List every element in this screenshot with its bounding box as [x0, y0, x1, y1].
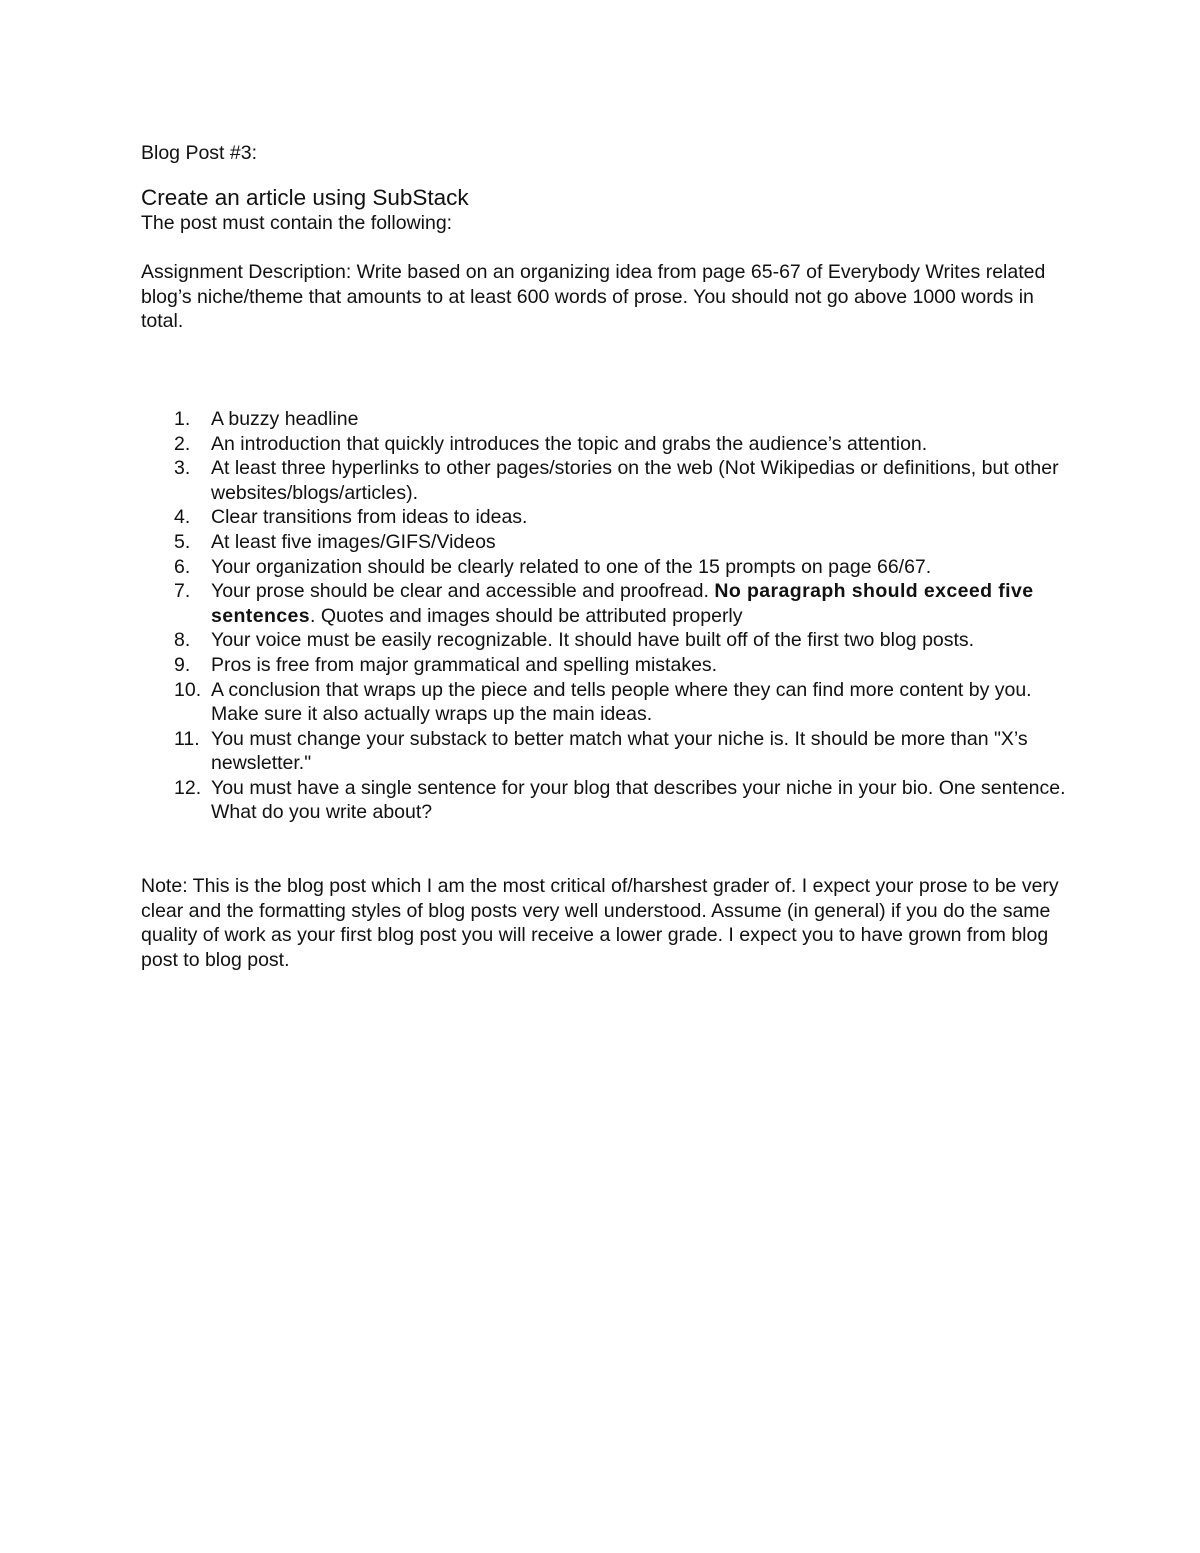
assignment-description: Assignment Description: Write based on an organizing idea from page 65-67 of Everybody Writes related blog’s niche/theme that amounts to at least 600 words of prose. You should not go above 1000 words in total.: [141, 261, 1046, 333]
requirement-text-after: . Quotes and images should be attributed properly: [310, 604, 743, 627]
document-subtitle: Create an article using SubStack: [141, 185, 469, 210]
requirement-text: Your organization should be clearly related to one of the 15 prompts on page 66/67.: [211, 555, 932, 578]
requirement-text: At least three hyperlinks to other pages/stories on the web (Not Wikipedias or definitions, but other websites/blogs/articles).: [211, 457, 1059, 504]
requirement-item: [141, 530, 1071, 555]
requirement-number: 8.: [174, 629, 191, 652]
requirement-text: Clear transitions from ideas to ideas.: [211, 506, 528, 529]
requirement-text: A buzzy headline: [211, 407, 359, 430]
requirement-number: 1.: [174, 407, 191, 430]
requirement-text: You must have a single sentence for your blog that describes your niche in your bio. One sentence. What do you write about?: [211, 776, 1066, 824]
requirement-number: 3.: [174, 457, 191, 480]
requirement-item: [141, 678, 1071, 727]
requirement-number: 9.: [174, 653, 191, 676]
requirement-number: 10.: [174, 678, 202, 701]
requirement-item: [141, 432, 1071, 457]
requirement-text: A conclusion that wraps up the piece and tells people where they can find more content by you. Make sure it also actually wraps up the main ideas.: [211, 678, 1032, 726]
requirement-item: [141, 456, 1071, 505]
requirement-number: 5.: [174, 530, 191, 553]
requirement-item: [141, 407, 1071, 432]
requirement-number: 6.: [174, 555, 191, 578]
closing-note: Note: This is the blog post which I am the most critical of/harshest grader of. I expect your prose to be very clear and the formatting styles of blog posts very well understood. Assume (in general) if you do the same quality of work as your first blog post you will receive a lower grade. I expect you to have grown from blog post to blog post.: [141, 875, 1059, 971]
requirement-item: [141, 727, 1071, 776]
requirement-item: [141, 776, 1071, 825]
requirement-item: [141, 628, 1071, 653]
requirement-text: At least five images/GIFS/Videos: [211, 530, 496, 553]
document-title: Blog Post #3:: [141, 142, 257, 164]
requirements-list: [141, 407, 1071, 825]
requirement-item: [141, 579, 1071, 628]
requirement-text: You must change your substack to better match what your niche is. It should be more than "X’s newsletter.": [211, 727, 1028, 775]
requirement-text: An introduction that quickly introduces the topic and grabs the audience’s attention.: [211, 432, 928, 455]
requirement-number: 7.: [174, 580, 191, 603]
requirement-text: [211, 580, 1033, 627]
requirement-number: 11.: [174, 727, 200, 750]
requirement-number: 12.: [174, 776, 202, 799]
requirement-number: 4.: [174, 506, 191, 529]
requirement-text: Pros is free from major grammatical and spelling mistakes.: [211, 653, 718, 676]
requirement-item: [141, 555, 1071, 580]
requirement-number: 2.: [174, 432, 191, 455]
requirement-text: Your voice must be easily recognizable. It should have built off of the first two blog posts.: [211, 629, 975, 652]
document-content: [141, 141, 1071, 972]
requirement-item: [141, 653, 1071, 678]
requirement-item: [141, 505, 1071, 530]
requirement-text-before: Your prose should be clear and accessible and proofread.: [211, 580, 715, 603]
requirement-text-bold: No paragraph should exceed five sentences: [211, 580, 1034, 627]
intro-text: The post must contain the following:: [141, 212, 453, 234]
